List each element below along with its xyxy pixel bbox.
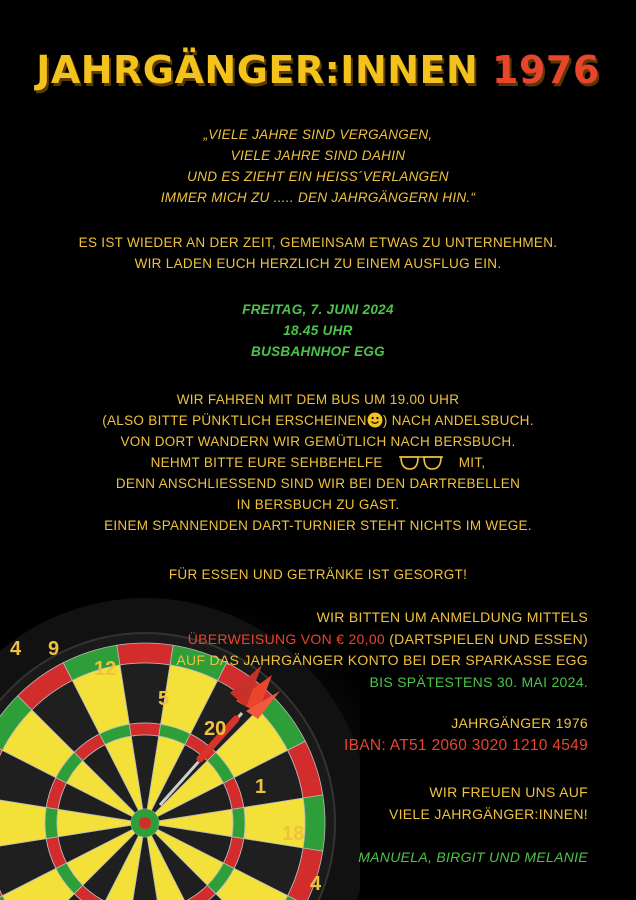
- detail-line: VON DORT WANDERN WIR GEMÜTLICH NACH BERSBUCH.: [120, 434, 516, 449]
- detail-text: ) NACH ANDELSBUCH.: [382, 413, 534, 428]
- dartboard-segment: [303, 795, 325, 851]
- intro-line: WIR LADEN EUCH HERZLICH ZU EINEM AUSFLUG EIN.: [134, 256, 502, 271]
- board-number: 5: [158, 688, 170, 710]
- intro-line: ES IST WIEDER AN DER ZEIT, GEMEINSAM ETWAS ZU UNTERNEHMEN.: [78, 235, 558, 250]
- board-number: 12: [94, 658, 117, 680]
- account-name: JAHRGÄNGER 1976: [451, 715, 588, 731]
- quote-line: „VIELE JAHRE SIND VERGANGEN,: [203, 127, 433, 142]
- detail-line: EINEM SPANNENDEN DART-TURNIER STEHT NICHTS IM WEGE.: [104, 518, 532, 533]
- closing-text: [389, 782, 588, 825]
- title-main: JAHRGÄNGER:INNEN: [36, 48, 479, 92]
- detail-text: MIT,: [458, 455, 486, 470]
- payment-amount: ÜBERWEISUNG VON € 20,00: [187, 630, 386, 647]
- dartboard-segment: [117, 643, 173, 665]
- detail-text: (ALSO BITTE PÜNKTLICH ERSCHEINEN: [102, 413, 367, 428]
- board-number: 20: [204, 718, 227, 740]
- registration-line: WIR BITTEN UM ANMELDUNG MITTELS: [316, 609, 588, 625]
- signature-block: [358, 847, 588, 869]
- quote-line: VIELE JAHRE SIND DAHIN: [230, 148, 406, 163]
- page-title: [0, 48, 636, 92]
- board-number: 4: [310, 873, 322, 895]
- registration-deadline: BIS SPÄTESTENS 30. MAI 2024.: [369, 673, 588, 690]
- title-year: 1976: [492, 48, 600, 92]
- board-number: 9: [48, 638, 60, 660]
- trip-details: [0, 389, 636, 536]
- detail-line: WIR FAHREN MIT DEM BUS UM 19.00 UHR: [176, 392, 460, 407]
- event-time: 18.45 UHR: [283, 323, 353, 338]
- board-number: 4: [10, 638, 22, 660]
- dartboard-segment: [45, 807, 58, 838]
- detail-line: IN BERSBUCH ZU GAST.: [236, 497, 400, 512]
- intro-text: [0, 232, 636, 274]
- signature: MANUELA, BIRGIT UND MELANIE: [358, 849, 588, 865]
- event-date: FREITAG, 7. JUNI 2024: [242, 302, 394, 317]
- account-iban: IBAN: AT51 2060 3020 1210 4549: [344, 736, 588, 754]
- detail-line: DENN ANSCHLIESSEND SIND WIR BEI DEN DARTREBELLEN: [115, 476, 521, 491]
- closing-line: WIR FREUEN UNS AUF: [429, 784, 588, 800]
- closing-line: VIELE JAHRGÄNGER:INNEN!: [388, 805, 588, 822]
- board-number: 1: [255, 776, 267, 798]
- smiley-icon: [367, 412, 383, 428]
- quote-line: IMMER MICH ZU ..... DEN JAHRGÄNGERN HIN.“: [160, 190, 476, 205]
- dartboard-segment: [129, 723, 160, 736]
- quote-line: UND ES ZIEHT EIN HEISS´VERLANGEN: [187, 169, 449, 184]
- poem-quote: [0, 124, 636, 208]
- board-number: 18: [282, 823, 305, 845]
- detail-line: [0, 452, 636, 473]
- registration-line: [176, 629, 588, 651]
- glasses-icon: [397, 453, 445, 471]
- registration-info: [176, 607, 588, 693]
- detail-line: [0, 410, 636, 431]
- dartboard-segment: [232, 807, 245, 838]
- event-place: BUSBAHNHOF EGG: [251, 344, 385, 359]
- food-text: FÜR ESSEN UND GETRÄNKE IST GESORGT!: [168, 567, 468, 582]
- payment-purpose: (DARTSPIELEN UND ESSEN): [385, 630, 588, 647]
- account-info: [344, 713, 588, 756]
- food-note: [0, 564, 636, 585]
- detail-text: NEHMT BITTE EURE SEHBEHELFE: [150, 455, 383, 470]
- registration-line: AUF DAS JAHRGÄNGER KONTO BEI DER SPARKASSE EGG: [176, 652, 588, 668]
- event-info: [0, 299, 636, 362]
